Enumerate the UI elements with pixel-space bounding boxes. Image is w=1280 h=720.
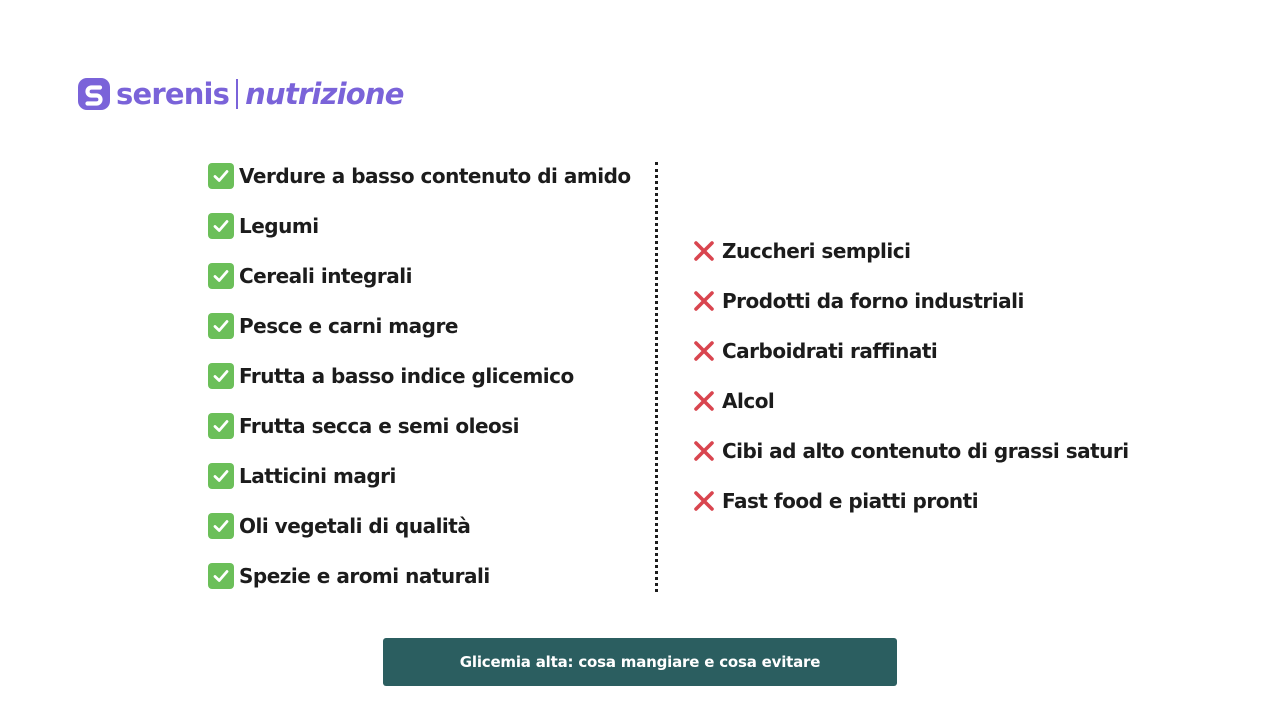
foods-to-avoid-list: [691, 237, 1129, 537]
avoid-list-item: [691, 287, 1129, 315]
avoid-item-label: Carboidrati raffinati: [722, 339, 938, 363]
cross-mark-icon: [691, 438, 717, 464]
avoid-item-label: Alcol: [722, 389, 775, 413]
eat-list-item: [208, 212, 631, 240]
avoid-item-label: Prodotti da forno industriali: [722, 289, 1024, 313]
eat-item-label: Verdure a basso contenuto di amido: [239, 164, 631, 188]
eat-item-label: Pesce e carni magre: [239, 314, 458, 338]
eat-item-label: Cereali integrali: [239, 264, 412, 288]
check-mark-icon: [208, 213, 234, 239]
avoid-list-item: [691, 437, 1129, 465]
cross-mark-icon: [691, 388, 717, 414]
avoid-list-item: [691, 387, 1129, 415]
avoid-list-item: [691, 337, 1129, 365]
foods-to-eat-list: [208, 162, 631, 612]
eat-item-label: Frutta secca e semi oleosi: [239, 414, 520, 438]
logo-product-name: nutrizione: [245, 77, 404, 111]
cross-mark-icon: [691, 288, 717, 314]
check-mark-icon: [208, 313, 234, 339]
banner-title: Glicemia alta: cosa mangiare e cosa evitare: [459, 653, 821, 671]
check-mark-icon: [208, 363, 234, 389]
cross-mark-icon: [691, 338, 717, 364]
eat-item-label: Spezie e aromi naturali: [239, 564, 490, 588]
check-mark-icon: [208, 513, 234, 539]
check-mark-icon: [208, 163, 234, 189]
cross-mark-icon: [691, 488, 717, 514]
check-mark-icon: [208, 413, 234, 439]
eat-item-label: Frutta a basso indice glicemico: [239, 364, 574, 388]
avoid-list-item: [691, 237, 1129, 265]
logo-separator: [236, 79, 238, 109]
check-mark-icon: [208, 263, 234, 289]
eat-item-label: Latticini magri: [239, 464, 396, 488]
avoid-item-label: Cibi ad alto contenuto di grassi saturi: [722, 439, 1129, 463]
column-divider: [655, 162, 658, 592]
avoid-item-label: Fast food e piatti pronti: [722, 489, 979, 513]
avoid-list-item: [691, 487, 1129, 515]
eat-list-item: [208, 562, 631, 590]
check-mark-icon: [208, 563, 234, 589]
check-mark-icon: [208, 463, 234, 489]
eat-list-item: [208, 262, 631, 290]
eat-list-item: [208, 512, 631, 540]
eat-list-item: [208, 362, 631, 390]
eat-list-item: [208, 412, 631, 440]
logo-brand-name: serenis: [116, 77, 230, 111]
avoid-item-label: Zuccheri semplici: [722, 239, 911, 263]
serenis-logo-icon: [78, 78, 110, 110]
title-banner: [383, 638, 897, 686]
eat-item-label: Legumi: [239, 214, 319, 238]
cross-mark-icon: [691, 238, 717, 264]
eat-list-item: [208, 462, 631, 490]
brand-logo: [78, 76, 404, 112]
eat-item-label: Oli vegetali di qualità: [239, 514, 471, 538]
eat-list-item: [208, 162, 631, 190]
eat-list-item: [208, 312, 631, 340]
